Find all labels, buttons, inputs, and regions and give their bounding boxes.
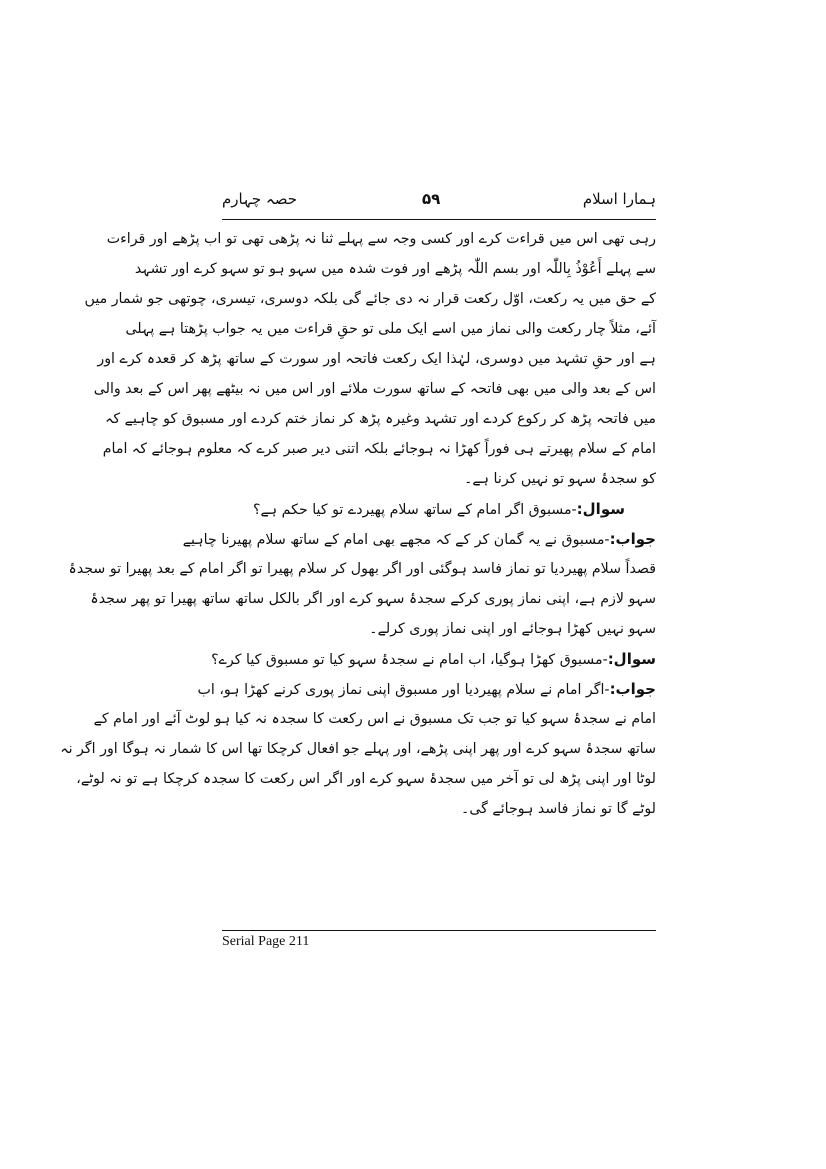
page-header (222, 188, 656, 218)
question-text: -مسبوق کھڑا ہوگیا، اب امام نے سجدۂ سہو کیا تو مسبوق کیا کرے؟ (211, 652, 608, 668)
body-line: رہی تھی اس میں قراءت کرے اور کسی وجہ سے پہلے ثنا نہ پڑھی تھی تو اب پڑھے اور قراءت (106, 231, 656, 247)
question-2 (211, 644, 656, 674)
body-line: ہے اور حقِ تشہد میں دوسری، لہٰذا ایک رکعت فاتحہ اور سورت کے ساتھ پڑھ کر قعدہ کرے اور (97, 351, 656, 367)
answer-label: جواب: (609, 530, 656, 548)
body-line: کو سجدۂ سہو تو نہیں کرنا ہے۔ (464, 471, 656, 487)
body-line: اس کے بعد والی میں بھی فاتحہ کے ساتھ سورت ملائے اور اس میں نہ بیٹھے پھر اس کے بعد والی (93, 381, 656, 397)
answer-1-line: سہو لازم ہے، اپنی نماز پوری کرکے سجدۂ سہو کرے اور اگر بالکل ساتھ ساتھ پھیرا تو پھر سجدۂ (90, 591, 656, 607)
answer-1-line: قصداً سلام پھیردیا تو نماز فاسد ہوگئی اور اگر بھول کر سلام پھیرا تو اگر امام کے بعد پھیرا تو سجدۂ (68, 561, 656, 577)
answer-2-line: ساتھ سجدۂ سہو کرے اور پھر اپنی پڑھے، اور پہلے جو افعال کرچکا تھا اس کا شمار نہ ہوگا اور اگر نہ (60, 741, 656, 757)
answer-1-line: سہو نہیں کھڑا ہوجائے اور اپنی نماز پوری کرلے۔ (369, 621, 656, 637)
body-line: امام کے سلام پھیرتے ہی فوراً کھڑا نہ ہوجائے بلکہ اتنی دیر صبر کرے کہ معلوم ہوجائے کہ امام (102, 441, 656, 457)
body-line: میں فاتحہ پڑھ کر رکوع کردے اور تشہد وغیرہ پڑھ کر نماز ختم کردے اور مسبوق کو چاہیے کہ (105, 411, 656, 427)
header-section-title: حصہ چہارم (222, 190, 297, 208)
question-1 (222, 494, 656, 524)
answer-1-first-line (182, 524, 656, 554)
serial-page-footer: Serial Page 211 (222, 934, 310, 949)
answer-2-line: لوٹے گا تو نماز فاسد ہوجائے گی۔ (461, 801, 656, 817)
answer-2-first-line (197, 674, 656, 704)
page-number: ۵۹ (422, 190, 441, 208)
page-body (60, 224, 656, 824)
question-label: سوال: (607, 650, 656, 668)
answer-text: -مسبوق نے یہ گمان کر کے کہ مجھے بھی امام کے ساتھ سلام پھیرنا چاہیے (182, 532, 610, 548)
question-text: -مسبوق اگر امام کے ساتھ سلام پھیردے تو کیا حکم ہے؟ (253, 502, 577, 518)
answer-text: -اگر امام نے سلام پھیردیا اور مسبوق اپنی نماز پوری کرنے کھڑا ہو، اب (197, 682, 610, 698)
answer-label: جواب: (609, 680, 656, 698)
answer-2-line: امام نے سجدۂ سہو کیا تو جب تک مسبوق نے اس رکعت کا سجدہ نہ کیا ہو لوٹ آئے اور امام کے (93, 711, 656, 727)
question-label: سوال: (576, 500, 625, 518)
header-book-title: ہمارا اسلام (582, 190, 656, 208)
body-line: سے پہلے أَعُوْذُ بِاللّٰہ اور بسم اللّٰہ پڑھے اور فوت شدہ میں سہو ہو تو سہو کرے اور تشہد (134, 261, 656, 277)
answer-2-line: لوٹا اور اپنی پڑھ لی تو آخر میں سجدۂ سہو کرے اور اگر اس رکعت کا سجدہ کرچکا ہے تو نہ لوٹے، (76, 771, 656, 787)
header-rule (222, 219, 656, 220)
body-line: کے حق میں یہ رکعت، اوّل رکعت قرار نہ دی جائے گی بلکہ دوسری، تیسری، چوتھی جو شمار میں (84, 291, 656, 307)
footer-rule (222, 930, 656, 931)
body-line: آئے، مثلاً چار رکعت والی نماز میں اسے ایک ملی تو حقِ قراءت میں یہ جواب پڑھتا ہے پہلی (125, 321, 656, 337)
